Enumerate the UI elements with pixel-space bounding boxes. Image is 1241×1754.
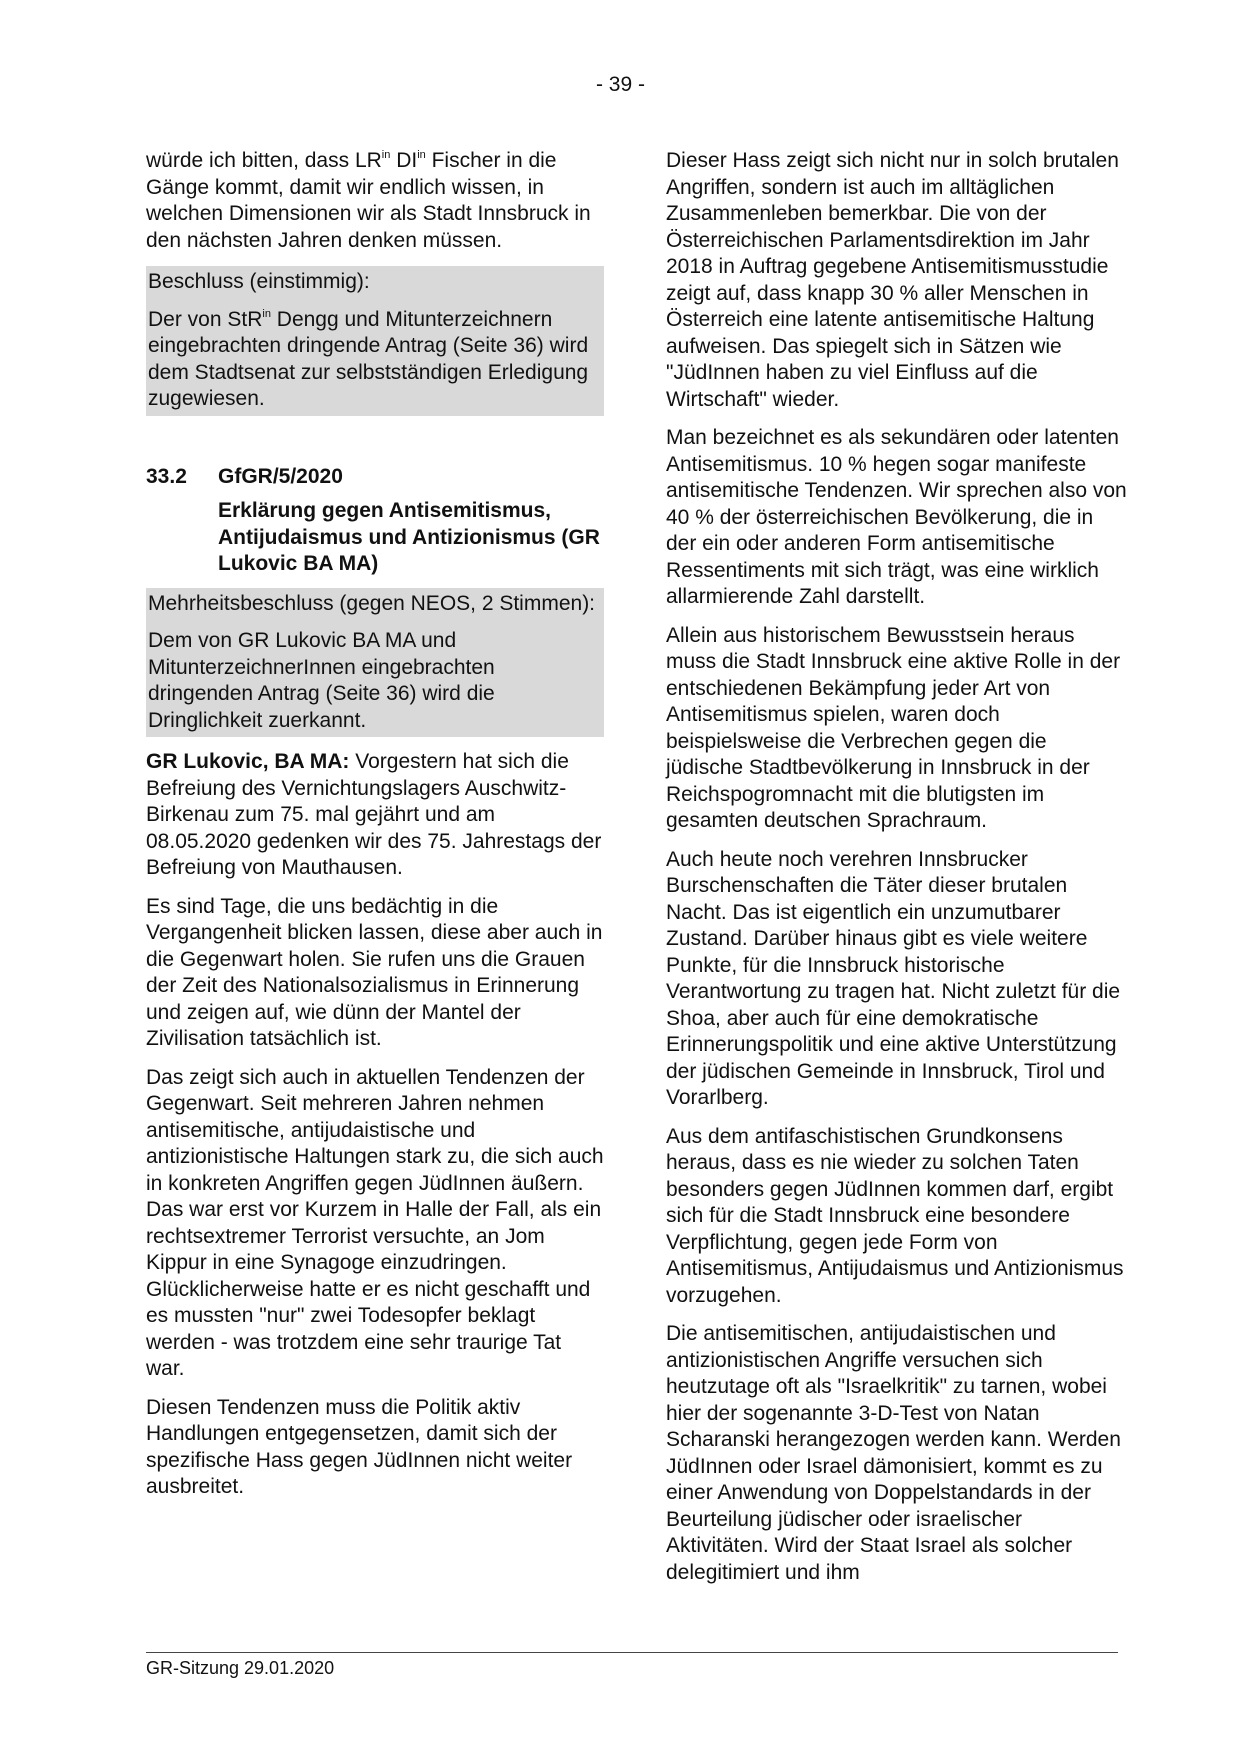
intro-text-2: DI bbox=[390, 149, 418, 172]
paragraph: Die antisemitischen, antijudaistischen und antizionistischen Angriffe versuchen sich heutzutage oft als "Israelkritik" zu tarnen, wobei hier der sogenannte 3-D-Test von Natan Scharanski herangezogen werden kann. Werden JüdInnen oder Israel dämonisiert, kommt es zu einer Anwendung von Doppelstandards in der Beurteilung jüdischer oder israelischer Aktivitäten. Wird der Staat Israel als solcher delegitimiert und ihm bbox=[666, 1322, 1121, 1584]
intro-paragraph bbox=[146, 148, 604, 254]
agenda-item-code: GfGR/5/2020 bbox=[218, 464, 343, 488]
paragraph: Auch heute noch verehren Innsbrucker Burschenschaften die Täter dieser brutalen Nacht. Das ist eigentlich ein unzumutbarer Zustand. Darüber hinaus gibt es viele weitere Punkte, für die Innsbruck historische Verantwortung zu tragen hat. Nicht zuletzt für die Shoa, aber auch für eine demokratische Erinnerungspolitik und eine aktive Unterstützung der jüdischen Gemeinde in Innsbruck, Tirol und Vorarlberg. bbox=[666, 847, 1121, 1109]
footer-session-date: GR-Sitzung 29.01.2020 bbox=[146, 1658, 335, 1678]
agenda-item-number: 33.2 bbox=[146, 464, 187, 488]
intro-text-1: würde ich bitten, dass LR bbox=[146, 149, 382, 172]
decision-text bbox=[148, 304, 604, 416]
intro-text-3: Fischer in die Gänge kommt, damit wir endlich wissen, in welchen Dimensionen wir als Stadt Innsbruck in den nächsten Jahren denken müssen. bbox=[146, 149, 591, 252]
paragraph: Man bezeichnet es als sekundären oder latenten Antisemitismus. 10 % hegen sogar manifeste antisemitische Tendenzen. Wir sprechen also von 40 % der österreichischen Bevölkerung, die in der ein oder anderen Form antisemitische Ressentiments mit sich trägt, was eine wirklich allarmierende Zahl darstellt. bbox=[666, 426, 1127, 608]
paragraph: Das zeigt sich auch in aktuellen Tendenzen der Gegenwart. Seit mehreren Jahren nehmen antisemitische, antijudaistische und antizionistische Haltungen stark zu, die sich auch in konkreten Angriffen gegen JüdInnen äußern. Das war erst vor Kurzem in Halle der Fall, als ein rechtsextremer Terrorist versuchte, an Jom Kippur in eine Synagoge einzudringen. Glücklicherweise hatte er es nicht geschafft und es mussten "nur" zwei Todesopfer beklagt werden - was trotzdem eine sehr traurige Tat war. bbox=[146, 1065, 604, 1380]
paragraph: Diesen Tendenzen muss die Politik aktiv Handlungen entgegensetzen, damit sich der spezifische Hass gegen JüdInnen nicht weiter ausbreitet. bbox=[146, 1395, 573, 1498]
paragraph: Allein aus historischem Bewusstsein heraus muss die Stadt Innsbruck eine aktive Rolle in der entschiedenen Bekämpfung jeder Art von Antisemitismus spielen, waren doch beispielsweise die Verbrechen gegen die jüdische Stadtbevölkerung in Innsbruck in der Reichspogromnacht mit die blutigsten im gesamten deutschen Sprachraum. bbox=[666, 623, 1121, 832]
superscript: in bbox=[417, 149, 426, 161]
left-column bbox=[146, 148, 604, 1513]
paragraph: Aus dem antifaschistischen Grundkonsens heraus, dass es nie wieder zu solchen Taten besonders gegen JüdInnen kommen darf, ergibt sich für die Stadt Innsbruck eine besondere Verpflichtung, gegen jede Form von Antisemitismus, Antijudaismus und Antizionismus vorzugehen. bbox=[666, 1124, 1124, 1307]
agenda-item-title: Erklärung gegen Antisemitismus, Antijudaismus und Antizionismus (GR Lukovic BA MA) bbox=[218, 499, 600, 575]
agenda-item-heading bbox=[146, 464, 604, 491]
footer-divider bbox=[146, 1652, 1118, 1653]
right-column bbox=[666, 148, 1128, 1598]
speaker-name: GR Lukovic, BA MA: bbox=[146, 750, 350, 773]
decision-heading: Mehrheitsbeschluss (gegen NEOS, 2 Stimmen): bbox=[148, 591, 596, 615]
decision-box-2 bbox=[146, 588, 604, 738]
paragraph: Es sind Tage, die uns bedächtig in die Vergangenheit blicken lassen, diese aber auch in die Gegenwart holen. Sie rufen uns die Grauen der Zeit des Nationalsozialismus in Erinnerung und zeigen auf, wie dünn der Mantel der Zivilisation tatsächlich ist. bbox=[146, 894, 603, 1050]
decision-text: Dem von GR Lukovic BA MA und MitunterzeichnerInnen eingebrachten dringenden Antrag (Seite 36) wird die Dringlichkeit zuerkannt. bbox=[148, 629, 495, 732]
decision-heading: Beschluss (einstimmig): bbox=[148, 270, 370, 293]
speech-opening bbox=[146, 749, 604, 882]
decision-text-part: Der von StR bbox=[148, 307, 263, 331]
superscript: in bbox=[381, 149, 391, 161]
page-number: - 39 - bbox=[595, 73, 645, 96]
decision-box-1 bbox=[146, 266, 604, 416]
superscript: in bbox=[262, 307, 271, 320]
decision-text-part: Dengg und Mitunterzeichnern eingebrachten dringende Antrag (Seite 36) wird dem Stadtsenat zur selbstständigen Erledigung zugewiesen. bbox=[148, 307, 589, 410]
speech-text: Vorgestern hat sich die Befreiung des Vernichtungslagers Auschwitz-Birkenau zum 75. mal gejährt und am 08.05.2020 gedenken wir des 75. Jahrestags der Befreiung von Mauthausen. bbox=[146, 750, 602, 879]
paragraph: Dieser Hass zeigt sich nicht nur in solch brutalen Angriffen, sondern ist auch im alltäglichen Zusammenleben bemerkbar. Die von der Österreichischen Parlamentsdirektion im Jahr 2018 in Auftrag gegebene Antisemitismusstudie zeigt auf, dass knapp 30 % aller Menschen in Österreich eine latente antisemitische Haltung aufweisen. Das spiegelt sich in Sätzen wie "JüdInnen haben zu viel Einfluss auf die Wirtschaft" wieder. bbox=[666, 149, 1119, 411]
